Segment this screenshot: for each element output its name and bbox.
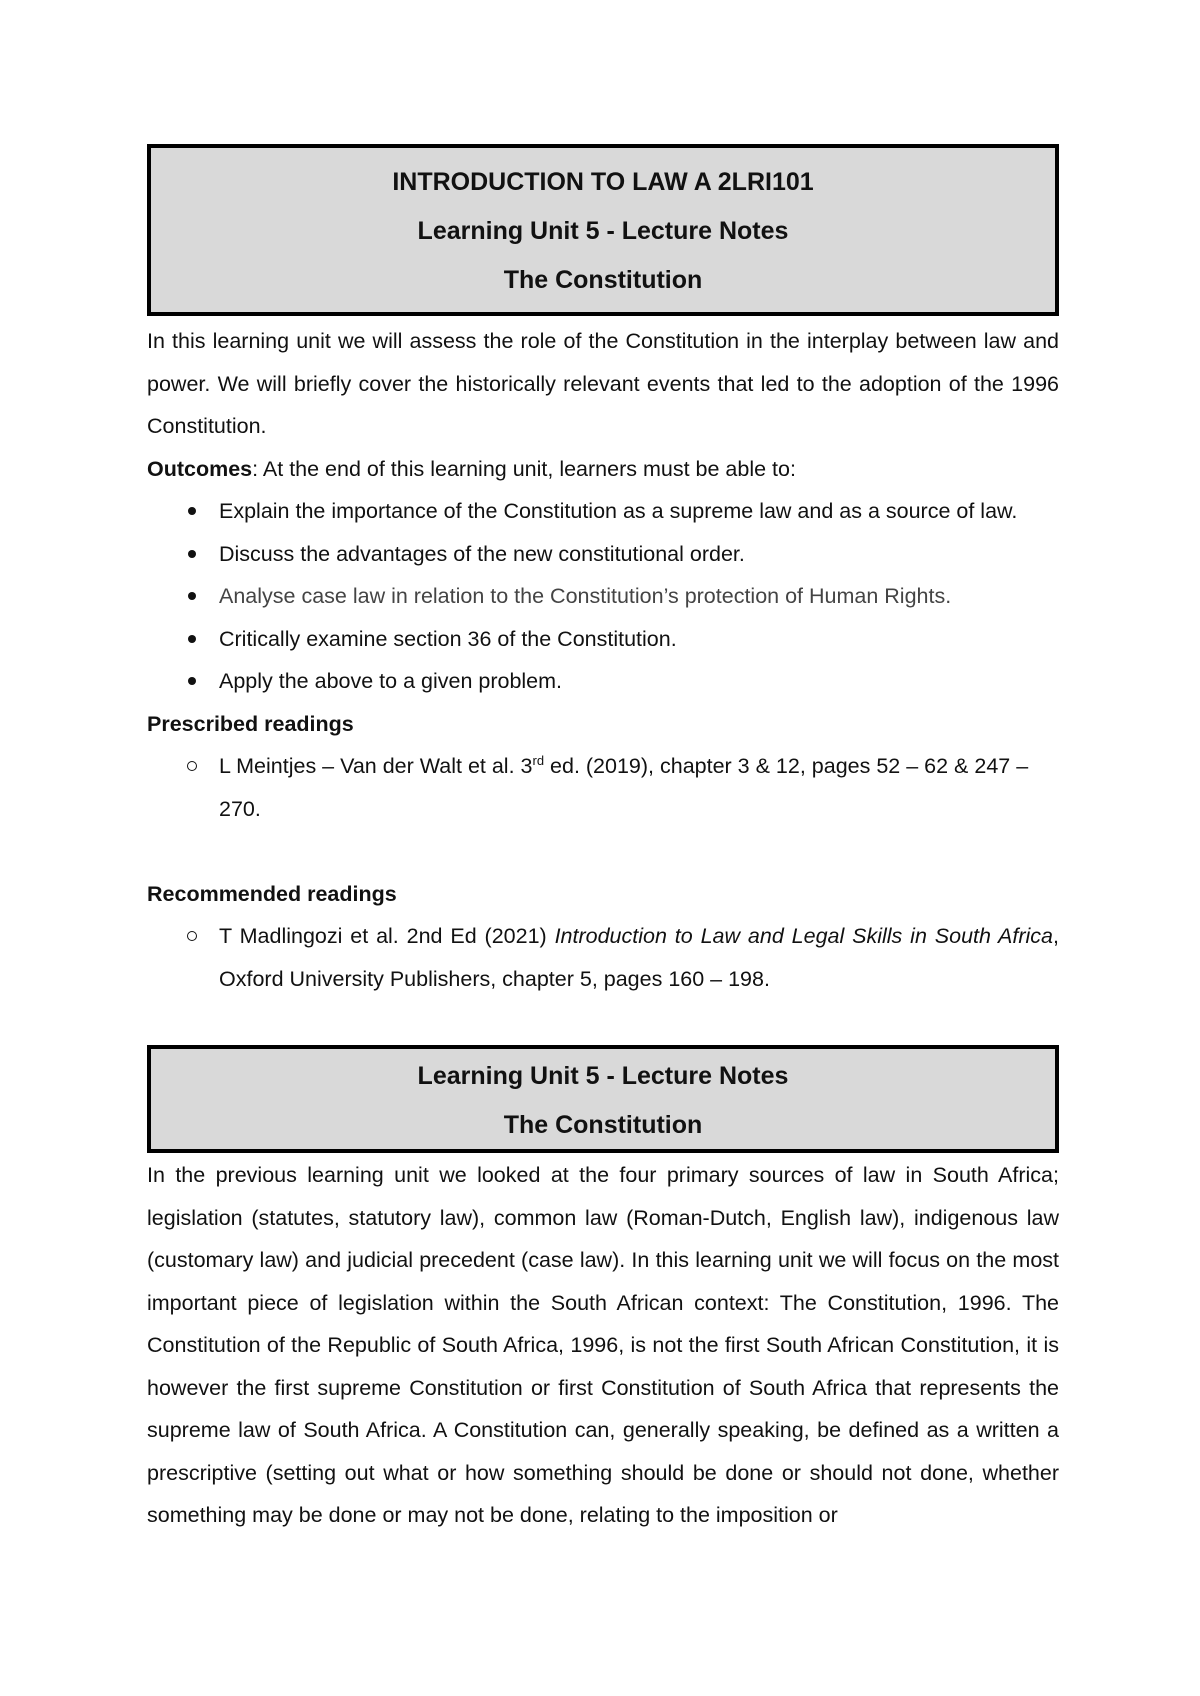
- list-item: T Madlingozi et al. 2nd Ed (2021) Introduction to Law and Legal Skills in South Africa, Oxford University Publishers, chapter 5, pages 160 – 198.: [147, 915, 1059, 1000]
- blank-line: [147, 830, 1059, 873]
- body-paragraph: In the previous learning unit we looked at the four primary sources of law in South Africa; legislation (statutes, statutory law), common law (Roman-Dutch, English law), indigenous law (customary law) and judicial precedent (case law). In this learning unit we will focus on the most important piece of legislation within the South African context: The Constitution, 1996. The Constitution of the Republic of South Africa, 1996, is not the first South African Constitution, it is however the first supreme Constitution or first Constitution of South Africa that represents the supreme law of South Africa. A Constitution can, generally speaking, be defined as a written a prescriptive (setting out what or how something should be done or should not done, whether something may be done or may not be done, relating to the imposition or: [147, 1163, 1059, 1527]
- circle-bullet-icon: [187, 931, 197, 941]
- list-item: Discuss the advantages of the new constitutional order.: [147, 533, 1059, 576]
- list-item: L Meintjes – Van der Walt et al. 3rd ed. (2019), chapter 3 & 12, pages 52 – 62 & 247 – 270.: [147, 745, 1059, 830]
- bullet-icon: [188, 635, 196, 643]
- intro-paragraph: In this learning unit we will assess the role of the Constitution in the interplay between law and power. We will briefly cover the historically relevant events that led to the adoption of the 1996 Constitution.: [147, 329, 1059, 438]
- prescribed-readings-heading: Prescribed readings: [147, 711, 354, 736]
- overview-section: [147, 320, 1059, 1000]
- list-item: Critically examine section 36 of the Constitution.: [147, 618, 1059, 661]
- section-title: Learning Unit 5 - Lecture Notes: [417, 1062, 789, 1090]
- course-title-box: [147, 144, 1059, 316]
- unit-title: Learning Unit 5 - Lecture Notes: [417, 217, 789, 245]
- outcomes-list: [147, 490, 1059, 703]
- bullet-icon: [188, 507, 196, 515]
- list-item: Explain the importance of the Constitution as a supreme law and as a source of law.: [147, 490, 1059, 533]
- bullet-icon: [188, 550, 196, 558]
- outcomes-text: : At the end of this learning unit, learners must be able to:: [252, 456, 796, 481]
- course-title: INTRODUCTION TO LAW A 2LRI101: [392, 168, 814, 196]
- circle-bullet-icon: [187, 761, 197, 771]
- unit-subtitle: The Constitution: [503, 266, 703, 294]
- recommended-readings-heading: Recommended readings: [147, 881, 397, 906]
- outcomes-line: [147, 448, 1059, 491]
- prescribed-readings-list: [147, 745, 1059, 830]
- body-section: [147, 1154, 1059, 1537]
- section-title-box: [147, 1045, 1059, 1153]
- outcomes-label: Outcomes: [147, 456, 253, 481]
- bullet-icon: [188, 592, 196, 600]
- list-item: Analyse case law in relation to the Constitution’s protection of Human Rights.: [147, 575, 1059, 618]
- list-item: Apply the above to a given problem.: [147, 660, 1059, 703]
- recommended-readings-list: [147, 915, 1059, 1000]
- bullet-icon: [188, 677, 196, 685]
- section-subtitle: The Constitution: [503, 1111, 703, 1139]
